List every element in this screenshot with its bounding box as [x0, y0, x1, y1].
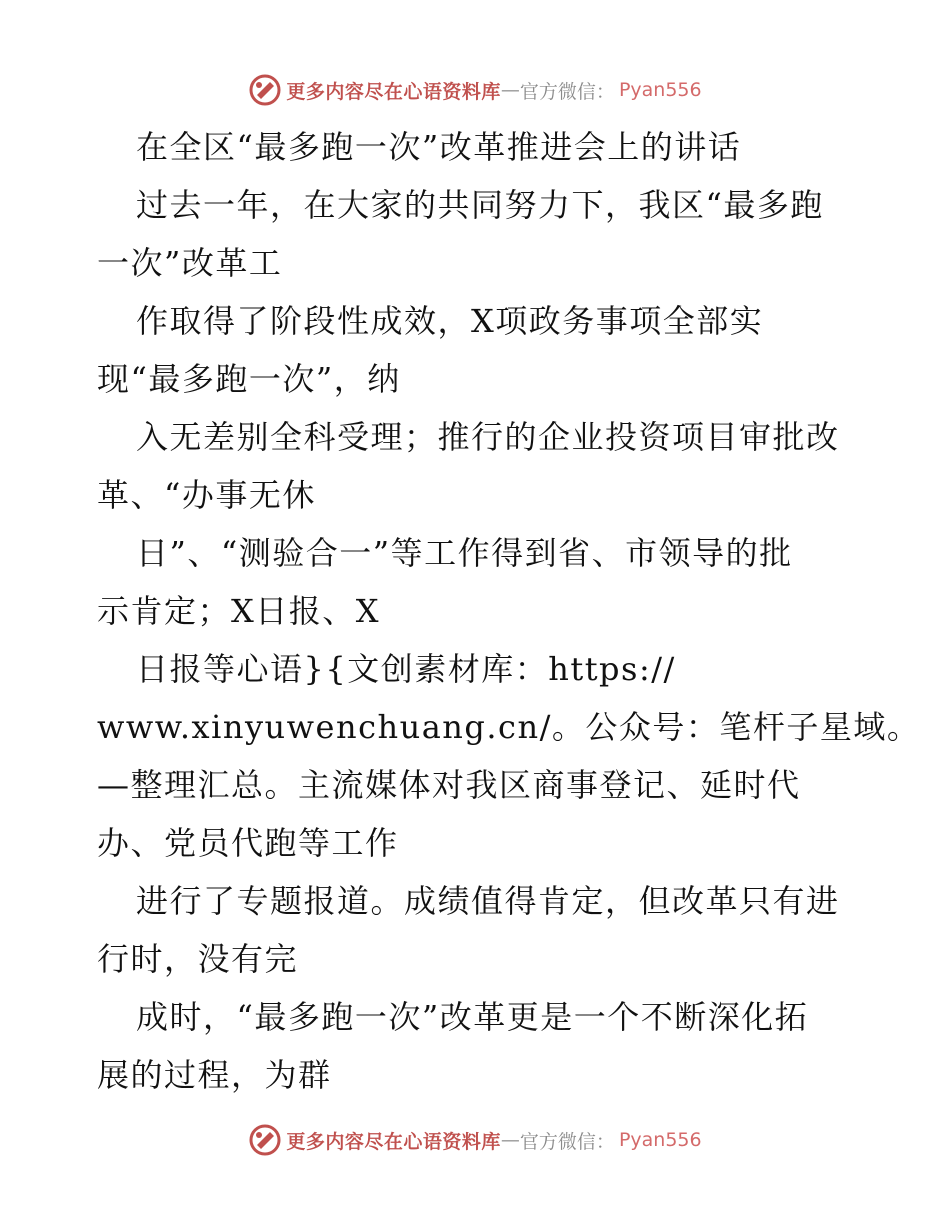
- paragraph-line: —整理汇总。主流媒体对我区商事登记、延时代: [97, 766, 801, 804]
- paragraph-line: 日报等心语}{文创素材库：https://: [136, 650, 676, 688]
- banner-title: 更多内容尽在心语资料库: [286, 1130, 501, 1153]
- paragraph-line: 展的过程，为群: [97, 1056, 332, 1094]
- paragraph-line: www.xinyuwenchuang.cn/。公众号：笔杆子星域。: [97, 708, 921, 746]
- banner-label: 官方微信：: [519, 80, 615, 103]
- banner-dash: —: [500, 79, 520, 101]
- banner-title: 更多内容尽在心语资料库: [286, 80, 501, 103]
- brand-logo-icon: [248, 73, 282, 107]
- paragraph-line: 一次”改革工: [97, 244, 283, 282]
- banner-wechat-id: Pyan556: [618, 1129, 702, 1151]
- paragraph-line: 过去一年，在大家的共同努力下，我区“最多跑: [136, 186, 824, 224]
- paragraph-line: 行时，没有完: [97, 940, 299, 978]
- paragraph-line: 办、党员代跑等工作: [97, 824, 399, 862]
- document-title: 在全区“最多跑一次”改革推进会上的讲话: [136, 128, 742, 166]
- paragraph-line: 革、“办事无休: [97, 476, 316, 514]
- brand-logo-icon: [248, 1123, 282, 1157]
- paragraph-line: 现“最多跑一次”，纳: [97, 360, 401, 398]
- paragraph-line: 入无差别全科受理；推行的企业投资项目审批改: [136, 418, 840, 456]
- footer-banner: [0, 1120, 950, 1160]
- header-banner: [0, 70, 950, 110]
- banner-label: 官方微信：: [519, 1130, 615, 1153]
- paragraph-line: 进行了专题报道。成绩值得肯定，但改革只有进: [136, 882, 840, 920]
- paragraph-line: 示肯定；X日报、X: [97, 592, 381, 630]
- banner-wechat-id: Pyan556: [618, 79, 702, 101]
- paragraph-line: 日”、“测验合一”等工作得到省、市领导的批: [136, 534, 793, 572]
- paragraph-line: 成时，“最多跑一次”改革更是一个不断深化拓: [136, 998, 809, 1036]
- paragraph-line: 作取得了阶段性成效，X项政务事项全部实: [136, 302, 764, 340]
- banner-dash: —: [500, 1129, 520, 1151]
